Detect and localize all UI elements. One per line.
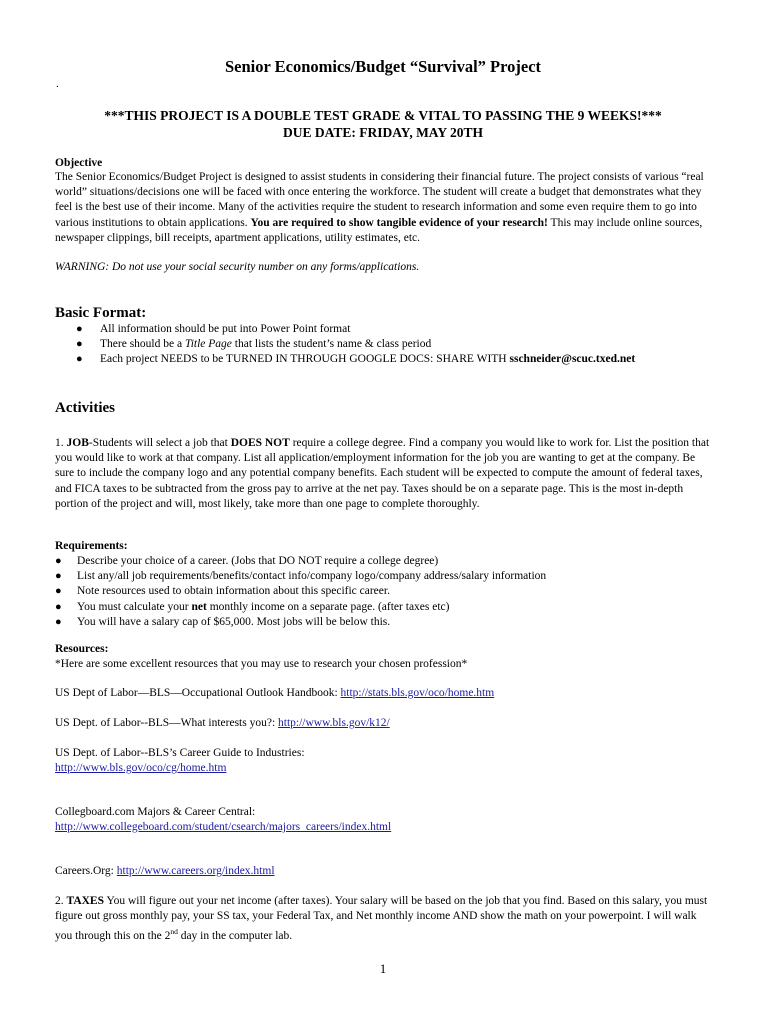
bullet-icon: ● <box>76 353 83 366</box>
list-item <box>55 337 715 352</box>
list-item <box>55 584 715 599</box>
share-email: sschneider@scuc.txed.net <box>509 353 636 366</box>
resource-label: US Dept. of Labor--BLS—What interests you?: <box>55 717 279 729</box>
resource-link-ooh[interactable]: http://stats.bls.gov/oco/home.htm <box>340 687 495 699</box>
resource-link-career-guide <box>55 762 226 774</box>
taxes-paragraph <box>55 894 713 944</box>
resources-intro: *Here are some excellent resources that you may use to research your chosen profession* <box>55 658 468 670</box>
list-item-text: There should be a <box>100 338 185 351</box>
list-item-text: Note resources used to obtain information about this specific career. <box>77 585 390 598</box>
resource-interests <box>55 717 390 729</box>
stray-dot: . <box>56 78 59 90</box>
resource-link-collegeboard <box>55 821 391 833</box>
bullet-icon: ● <box>55 615 62 628</box>
bullet-icon: ● <box>55 555 62 567</box>
job-number: 1. <box>55 437 67 449</box>
resource-career-guide-label: US Dept. of Labor--BLS’s Career Guide to Industries: <box>55 747 305 759</box>
list-item-text: You will have a salary cap of $65,000. Most jobs will be below this. <box>77 615 391 628</box>
requirements-label: Requirements: <box>55 540 128 552</box>
requirements-list <box>55 554 715 630</box>
list-item-text: Describe your choice of a career. (Jobs that DO NOT require a college degree) <box>77 555 439 567</box>
list-item <box>55 600 715 615</box>
resource-collegeboard-label: Collegboard.com Majors & Career Central: <box>55 806 256 818</box>
list-item-text: You must calculate your <box>77 600 192 613</box>
bullet-icon: ● <box>76 338 83 351</box>
objective-emphasis: You are required to show tangible evidence of your research! <box>250 216 548 229</box>
job-paragraph <box>55 436 713 512</box>
headline-due-date: DUE DATE: FRIDAY, MAY 20TH <box>283 125 483 140</box>
list-item <box>55 554 715 569</box>
job-label: JOB <box>66 437 89 449</box>
bullet-icon: ● <box>55 600 62 613</box>
resources-label: Resources: <box>55 643 109 655</box>
taxes-label: TAXES <box>66 895 104 907</box>
activities-heading: Activities <box>55 400 115 416</box>
bullet-icon: ● <box>55 585 62 598</box>
bullet-icon: ● <box>55 570 62 583</box>
objective-label: Objective <box>55 157 103 169</box>
job-text-end: require a college degree. Find a company you would like to work for. List the position that you would like to work at that company. List all application/employment information for the job you are wanting to get at the company. Be sure to include the company logo and any potential company benefits. Each student will be expected to compute the amount of federal taxes, and FICA taxes to be subtracted from the gross pay to arrive at the net pay. Taxes should be on a separate page. This is the most in-depth portion of the project and will, most likely, take more than one page to complete thoroughly. <box>55 437 710 510</box>
title-page-term: Title Page <box>184 338 232 351</box>
resource-careers-org <box>55 865 275 877</box>
page-number: 1 <box>379 961 387 976</box>
resource-label: Careers.Org: <box>55 865 117 877</box>
bullet-icon: ● <box>76 323 83 335</box>
list-item-text: monthly income on a separate page. (after taxes etc) <box>206 600 450 613</box>
objective-text-end: This may include online sources, newspaper clippings, bill receipts, apartment applications, utility estimates, etc. <box>55 216 703 244</box>
list-item <box>55 569 715 584</box>
basic-format-list <box>55 322 715 368</box>
list-item <box>55 615 715 630</box>
page-title: Senior Economics/Budget “Survival” Project <box>224 57 542 76</box>
taxes-text: You will figure out your net income (after taxes). Your salary will be based on the job that you find. Based on this salary, you must figure out gross monthly pay, your SS tax, your Federal Tax, and Net monthly income AND show the math on your powerpoint. I will walk you through this on the 2 <box>55 895 708 943</box>
resource-ooh <box>55 687 494 699</box>
list-item <box>55 352 715 367</box>
warning-text: WARNING: Do not use your social security number on any forms/applications. <box>55 261 420 273</box>
resource-label: US Dept of Labor—BLS—Occupational Outlook Handbook: <box>55 687 341 699</box>
list-item <box>55 322 715 337</box>
resource-link[interactable]: http://www.collegeboard.com/student/csearch/majors_careers/index.html <box>55 821 392 833</box>
list-item-text: that lists the student’s name & class period <box>231 338 432 351</box>
objective-text: The Senior Economics/Budget Project is designed to assist students in considering their financial future. The project consists of various “real world” situations/decisions one will be faced with once entering the workforce. The student will create a budget that demonstrates what they feel is the best use of their income. Many of the activities require the student to research information and some even require them to go into various institutions to obtain applications. <box>55 171 704 229</box>
taxes-text-end: day in the computer lab. <box>177 930 293 943</box>
resource-link-careers[interactable]: http://www.careers.org/index.html <box>116 865 275 877</box>
ordinal-suffix: nd <box>170 927 178 937</box>
list-item-text: All information should be put into Power Point format <box>100 323 351 335</box>
net-term: net <box>191 600 207 613</box>
job-emphasis: DOES NOT <box>230 437 290 449</box>
taxes-number: 2. <box>55 895 67 907</box>
resource-link-k12[interactable]: http://www.bls.gov/k12/ <box>278 717 390 729</box>
basic-format-heading: Basic Format: <box>55 305 147 321</box>
list-item-text: List any/all job requirements/benefits/contact info/company logo/company address/salary information <box>77 570 547 583</box>
job-text: -Students will select a job that <box>88 437 231 449</box>
headline-warning: ***THIS PROJECT IS A DOUBLE TEST GRADE & VITAL TO PASSING THE 9 WEEKS!*** <box>104 108 662 123</box>
list-item-text: Each project NEEDS to be TURNED IN THROUGH GOOGLE DOCS: SHARE WITH <box>100 353 510 366</box>
resource-link[interactable]: http://www.bls.gov/oco/cg/home.htm <box>55 762 227 774</box>
objective-paragraph <box>55 170 713 246</box>
